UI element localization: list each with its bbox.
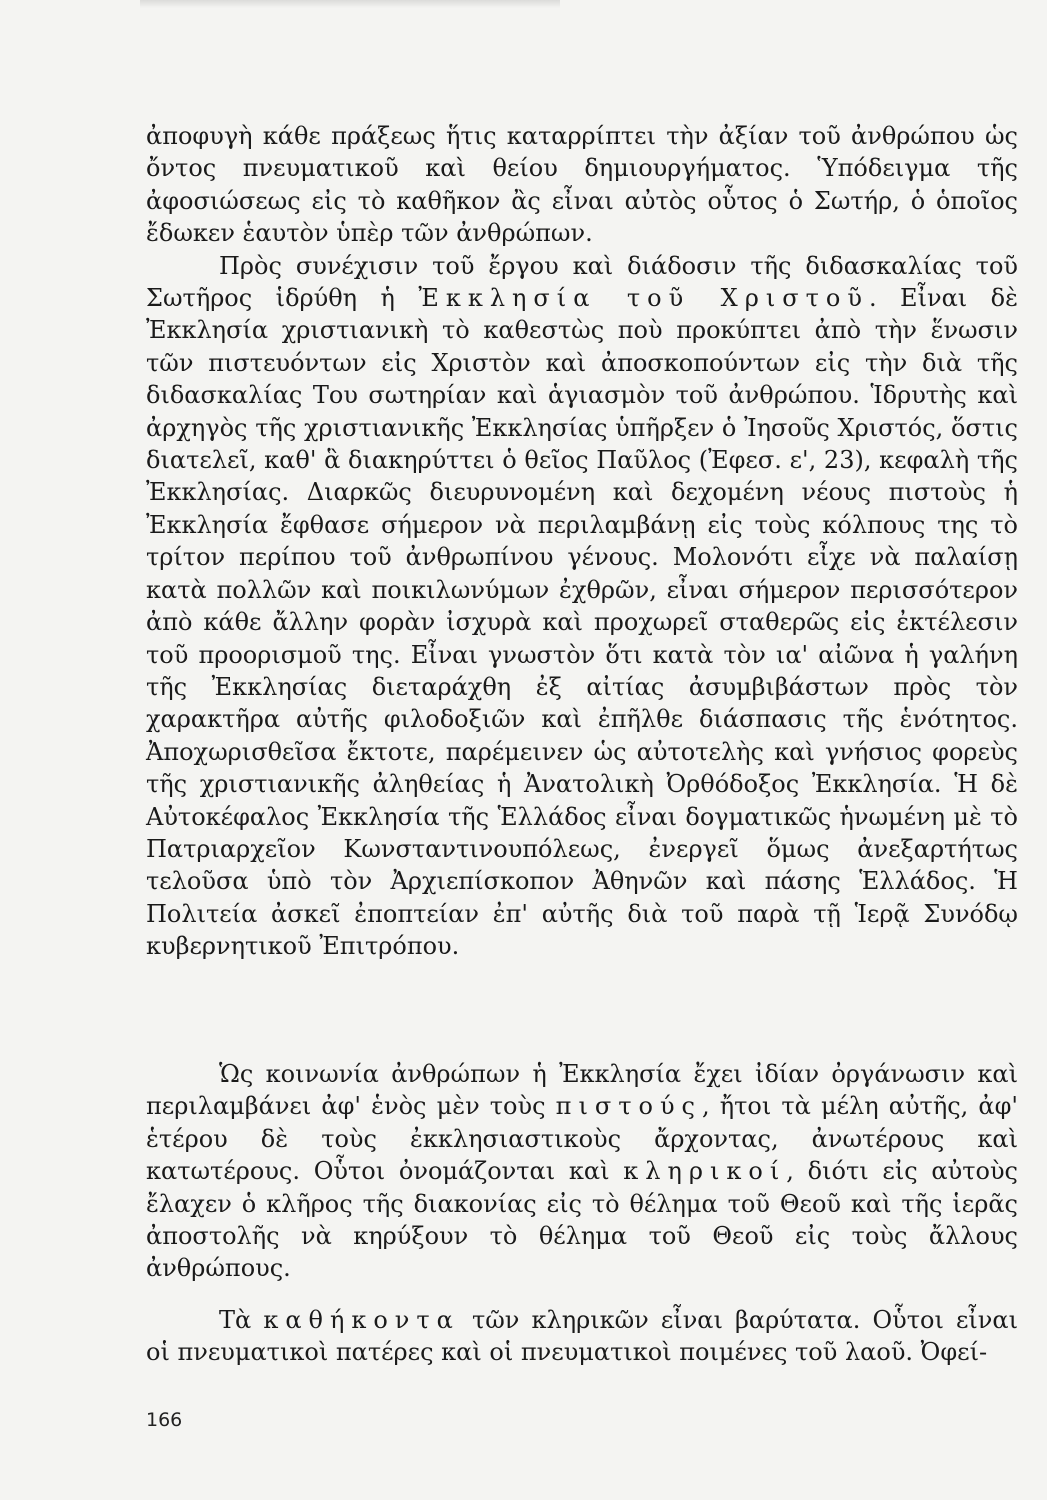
- paragraph-1: ἀποφυγὴ κάθε πράξεως ἥτις καταρρίπτει τὴν ἀξίαν τοῦ ἀνθρώπου ὡς ὄντος πνευματικοῦ καὶ θείου δημιουργήματος. Ὑπόδειγμα τῆς ἀφοσιώσεως εἰς τὸ καθῆκον ἂς εἶναι αὐτὸς οὗτος ὁ Σωτήρ, ὁ ὁποῖος ἔδωκεν ἑαυτὸν ὑπὲρ τῶν ἀνθρώπων.: [146, 122, 1018, 248]
- paragraph-2-text-before: Πρὸς συνέχισιν τοῦ ἔργου καὶ διάδοσιν τῆς διδασκαλίας τοῦ Σωτῆρος ἱδρύθη ἡ: [146, 251, 1018, 313]
- paragraph-3-emphasis-2: κληρικοί: [623, 1157, 787, 1186]
- paragraph-2-emphasis: Ἐκκλησία τοῦ Χριστοῦ: [418, 284, 869, 313]
- text-block-upper: [146, 120, 1018, 963]
- paragraph-2: [146, 250, 1018, 963]
- paragraph-4-text-before: Τὰ: [219, 1306, 264, 1334]
- paragraph-3-text-before: Ὡς κοινωνία ἀνθρώπων ἡ Ἐκκλησία ἔχει ἰδίαν ὀργάνωσιν καὶ περιλαμβάνει ἀφ' ἑνὸς μὲν τοὺς: [146, 1060, 1018, 1121]
- paragraph-2-text-after: . Εἶναι δὲ Ἐκκλησία χριστιανικὴ τὸ καθεστὼς ποὺ προκύπτει ἀπὸ τὴν ἕνωσιν τῶν πιστευόντων εἰς Χριστὸν καὶ ἀποσκοπούντων εἰς τὴν διὰ τῆς διδασκαλίας Του σωτηρίαν καὶ ἁγιασμὸν τοῦ ἀνθρώπου. Ἱδρυτὴς καὶ ἀρχηγὸς τῆς χριστιανικῆς Ἐκκλησίας ὑπῆρξεν ὁ Ἰησοῦς Χριστός, ὅστις διατελεῖ, καθ' ἃ διακηρύττει ὁ θεῖος Παῦλος (Ἐφεσ. ε', 23), κεφαλὴ τῆς Ἐκκλησίας. Διαρκῶς διευρυνομένη καὶ δεχομένη νέους πιστοὺς ἡ Ἐκκλησία ἔφθασε σήμερον νὰ περιλαμβάνῃ εἰς τοὺς κόλπους της τὸ τρίτον περίπου τοῦ ἀνθρωπίνου γένους. Μολονότι εἶχε νὰ παλαίσῃ κατὰ πολλῶν καὶ ποικιλωνύμων ἐχθρῶν, εἶναι σήμερον περισσότερον ἀπὸ κάθε ἄλλην φορὰν ἰσχυρὰ καὶ προχωρεῖ σταθερῶς εἰς ἐκτέλεσιν τοῦ προορισμοῦ της. Εἶναι γνωστὸν ὅτι κατὰ τὸν ια' αἰῶνα ἡ γαλήνη τῆς Ἐκκλησίας διεταράχθη ἐξ αἰτίας ἀσυμβιβάστων πρὸς τὸν χαρακτῆρα αὐτῆς φιλοδοξιῶν καὶ ἐπῆλθε διάσπασις τῆς ἑνότητος. Ἀποχωρισθεῖσα ἔκτοτε, παρέμεινεν ὡς αὐτοτελὴς καὶ γνήσιος φορεὺς τῆς χριστιανικῆς ἀληθείας ἡ Ἀνατολικὴ Ὀρθόδοξος Ἐκκλησία. Ἡ δὲ Αὐτοκέφαλος Ἐκκλησία τῆς Ἑλλάδος εἶναι δογματικῶς ἡνωμένη μὲ τὸ Πατριαρχεῖον Κωνσταντινουπόλεως, ἐνεργεῖ ὅμως ἀνεξαρτήτως τελοῦσα ὑπὸ τὸν Ἀρχιεπίσκοπον Ἀθηνῶν καὶ πάσης Ἑλλάδος. Ἡ Πολιτεία ἀσκεῖ ἐποπτείαν ἐπ' αὐτῆς διὰ τοῦ παρὰ τῇ Ἱερᾷ Συνόδῳ κυβερνητικοῦ Ἐπιτρόπου.: [146, 284, 1018, 961]
- paragraph-3: [146, 1058, 1018, 1285]
- paragraph-4-emphasis: καθήκοντα: [263, 1306, 460, 1334]
- scan-shadow: [140, 0, 560, 8]
- text-block-lower: [146, 1304, 1018, 1369]
- paragraph-3-text-after: , διότι εἰς αὐτοὺς ἔλαχεν ὁ κλῆρος τῆς διακονίας εἰς τὸ θέλημα τοῦ Θεοῦ καὶ τῆς ἱερᾶς ἀποστολῆς νὰ κηρύξουν τὸ θέλημα τοῦ Θεοῦ εἰς τοὺς ἄλλους ἀνθρώπους.: [146, 1157, 1018, 1283]
- paragraph-4-text-after: τῶν κληρικῶν εἶναι βαρύτατα. Οὗτοι εἶναι οἱ πνευματικοὶ πατέρες καὶ οἱ πνευματικοὶ ποιμένες τοῦ λαοῦ. Ὀφεί-: [146, 1306, 1018, 1367]
- paragraph-3-emphasis-1: πιστούς: [555, 1092, 702, 1121]
- page-number: 166: [146, 1409, 183, 1431]
- paragraph-4: [146, 1304, 1018, 1369]
- paragraph-3-text-middle: , ἤτοι τὰ μέλη αὐτῆς, ἀφ' ἑτέρου δὲ τοὺς ἐκκλησιαστικοὺς ἄρχοντας, ἀνωτέρους καὶ κατωτέρους. Οὗτοι ὀνομάζονται καὶ: [146, 1092, 1018, 1186]
- text-block-middle: [146, 1058, 1018, 1285]
